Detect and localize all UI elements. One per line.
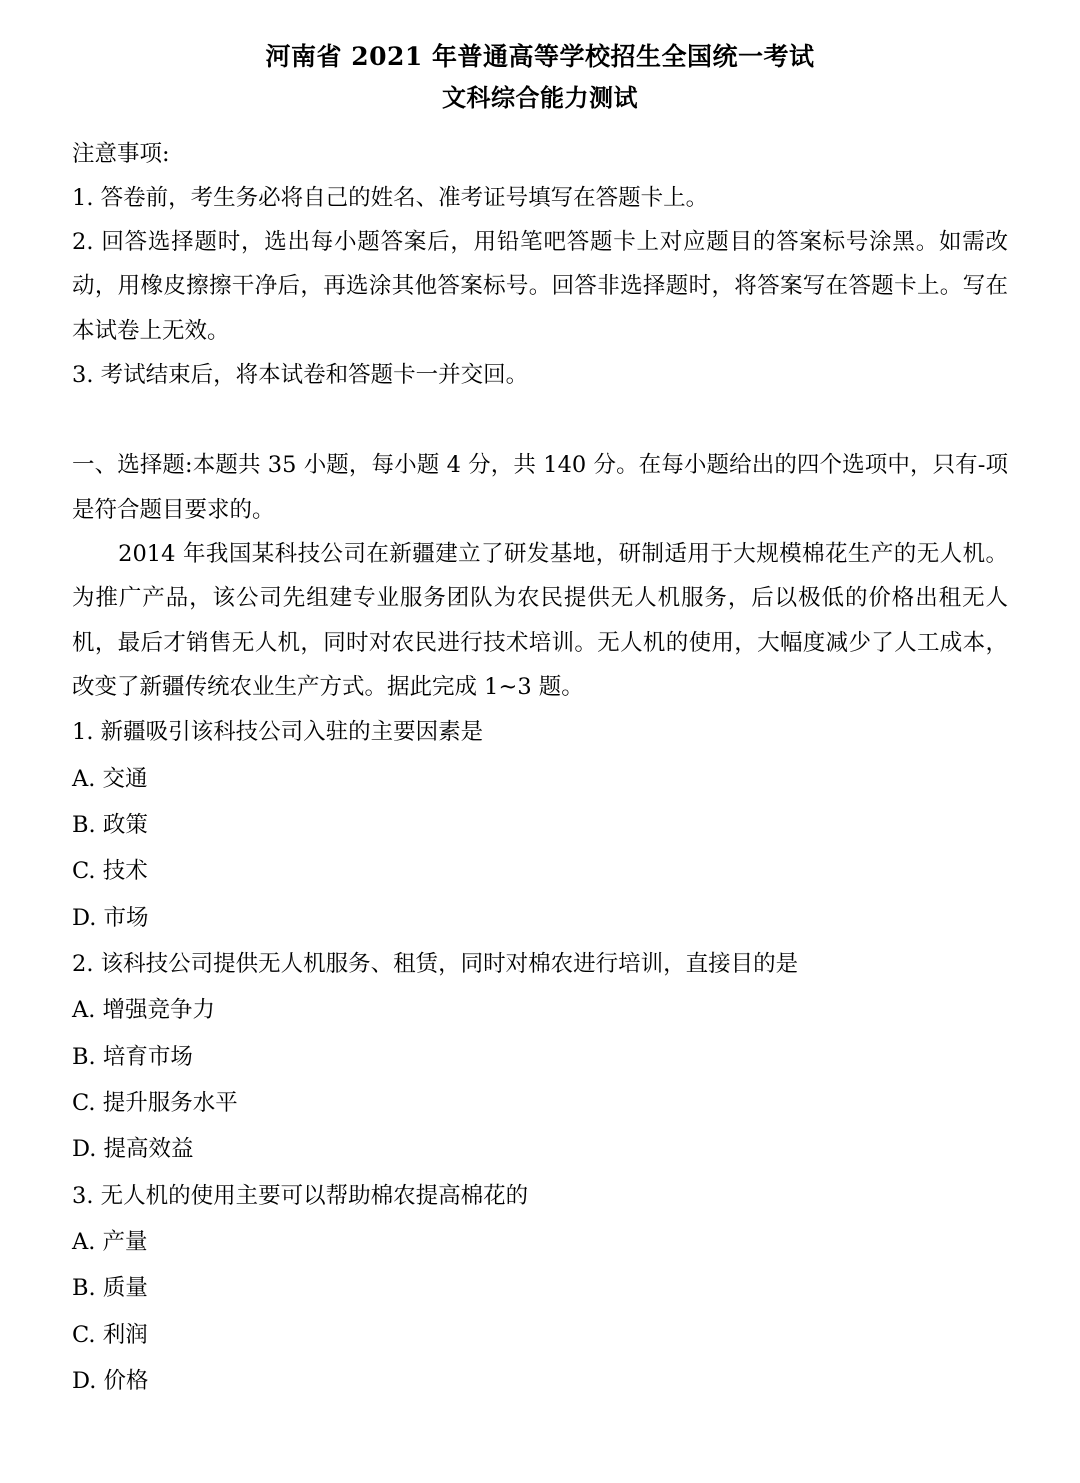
passage-text: 2014 年我国某科技公司在新疆建立了研发基地，研制适用于大规模棉花生产的无人机。为推广产品，该公司先组建专业服务团队为农民提供无人机服务，后以极低的价格出租无人机，最后才销售无人机，同时对农民进行技术培训。无人机的使用，大幅度减少了人工成本，改变了新疆传统农业生产方式。据此完成 1~3 题。 [72,541,1008,700]
question-2-option-d: D. 提高效益 [72,1136,194,1163]
question-3-option-a: A. 产量 [72,1229,148,1256]
question-1-option-b: B. 政策 [72,811,148,838]
question-2-stem: 2. 该科技公司提供无人机服务、租赁，同时对棉农进行培训，直接目的是 [72,950,799,977]
section-heading-choice-questions: 一、选择题:本题共 35 小题，每小题 4 分，共 140 分。在每小题给出的四个选项中，只有-项是符合题目要求的。 [72,452,1008,523]
notice-heading: 注意事项: [72,140,170,167]
section-spacer [72,397,1008,443]
question-1-option-d: D. 市场 [72,904,149,931]
question-1-option-a: A. 交通 [72,765,148,792]
notice-item-2: 2. 回答选择题时，选出每小题答案后，用铅笔吧答题卡上对应题目的答案标号涂黑。如需改动，用橡皮擦擦干净后，再选涂其他答案标号。回答非选择题时，将答案写在答题卡上。写在本试卷上无效。 [72,229,1008,344]
question-2-option-c: C. 提升服务水平 [72,1090,238,1116]
notice-item-1: 1. 答卷前，考生务必将自己的姓名、准考证号填写在答题卡上。 [72,184,709,211]
page-subtitle: 文科综合能力测试 [442,82,638,112]
question-2-option-b: B. 培育市场 [72,1043,193,1070]
question-3-option-c: C. 利润 [72,1321,148,1348]
question-3-option-b: B. 质量 [72,1275,148,1302]
question-1-option-c: C. 技术 [72,858,148,885]
question-3-stem: 3. 无人机的使用主要可以帮助棉农提高棉花的 [72,1182,529,1209]
question-2-option-a: A. 增强竞争力 [72,997,216,1024]
question-3-option-d: D. 价格 [72,1368,149,1395]
page-title: 河南省 2021 年普通高等学校招生全国统一考试 [265,42,815,71]
notice-item-3: 3. 考试结束后，将本试卷和答题卡一并交回。 [72,362,529,389]
question-1-stem: 1. 新疆吸引该科技公司入驻的主要因素是 [72,719,484,746]
